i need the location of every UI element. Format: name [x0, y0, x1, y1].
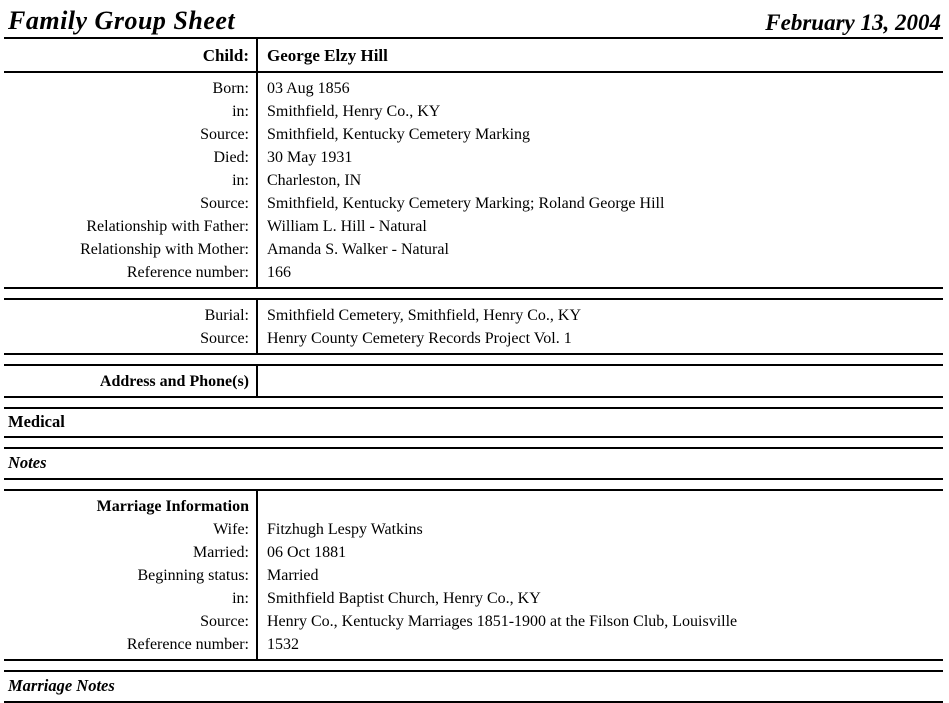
field-value: Married	[256, 564, 943, 587]
field-label: Died:	[213, 149, 249, 166]
child-name: George Elzy Hill	[256, 39, 943, 71]
burial-section	[4, 298, 943, 355]
row-reference-number	[4, 261, 943, 287]
field-label: Wife:	[213, 521, 249, 538]
field-value: Henry County Cemetery Records Project Vol. 1	[256, 327, 943, 353]
row-burial	[4, 300, 943, 327]
field-label: Source:	[200, 613, 249, 630]
field-value: William L. Hill - Natural	[256, 215, 943, 238]
address-label: Address and Phone(s)	[99, 373, 249, 390]
row-died-source	[4, 192, 943, 215]
field-value: Smithfield Cemetery, Smithfield, Henry Co., KY	[256, 300, 943, 327]
field-value: 166	[256, 261, 943, 287]
row-died-place	[4, 169, 943, 192]
row-died	[4, 146, 943, 169]
notes-label: Notes	[8, 453, 47, 472]
address-value	[256, 366, 943, 396]
field-label: Source:	[200, 195, 249, 212]
field-value	[256, 491, 943, 518]
field-label: Reference number:	[126, 264, 249, 281]
row-wife	[4, 518, 943, 541]
page-title: Family Group Sheet	[8, 6, 236, 35]
field-label: Married:	[193, 544, 249, 561]
marriage-notes-section	[4, 670, 943, 703]
field-label: in:	[232, 103, 249, 120]
notes-section	[4, 447, 943, 480]
field-label: in:	[232, 172, 249, 189]
marriage-notes-label: Marriage Notes	[8, 676, 115, 695]
field-label: Source:	[200, 126, 249, 143]
field-label: in:	[232, 590, 249, 607]
field-value: Charleston, IN	[256, 169, 943, 192]
medical-section	[4, 407, 943, 438]
row-beginning-status	[4, 564, 943, 587]
address-section	[4, 364, 943, 398]
field-label: Reference number:	[126, 636, 249, 653]
row-married-place	[4, 587, 943, 610]
row-marriage-reference-number	[4, 633, 943, 659]
row-relationship-father	[4, 215, 943, 238]
row-born	[4, 73, 943, 100]
row-relationship-mother	[4, 238, 943, 261]
field-label: Burial:	[204, 307, 249, 324]
row-marriage-source	[4, 610, 943, 633]
field-label: Relationship with Mother:	[80, 241, 249, 258]
field-value: 06 Oct 1881	[256, 541, 943, 564]
field-value: Fitzhugh Lespy Watkins	[256, 518, 943, 541]
row-born-place	[4, 100, 943, 123]
field-label: Source:	[200, 330, 249, 347]
row-born-source	[4, 123, 943, 146]
child-label: Child:	[202, 46, 249, 65]
report-header	[4, 2, 943, 37]
field-value: Smithfield, Kentucky Cemetery Marking	[256, 123, 943, 146]
field-value: 03 Aug 1856	[256, 73, 943, 100]
marriage-header-row	[4, 491, 943, 518]
row-married-date	[4, 541, 943, 564]
report-date: February 13, 2004	[765, 10, 941, 35]
marriage-section-title: Marriage Information	[96, 498, 249, 515]
child-section	[4, 37, 943, 289]
marriage-section	[4, 489, 943, 661]
field-value: 1532	[256, 633, 943, 659]
field-value: Amanda S. Walker - Natural	[256, 238, 943, 261]
field-value: Smithfield, Kentucky Cemetery Marking; Roland George Hill	[256, 192, 943, 215]
field-label: Born:	[212, 80, 249, 97]
field-value: Smithfield Baptist Church, Henry Co., KY	[256, 587, 943, 610]
field-value: Smithfield, Henry Co., KY	[256, 100, 943, 123]
row-burial-source	[4, 327, 943, 353]
field-value: Henry Co., Kentucky Marriages 1851-1900 at the Filson Club, Louisville	[256, 610, 943, 633]
medical-label: Medical	[8, 412, 65, 431]
field-value: 30 May 1931	[256, 146, 943, 169]
field-label: Relationship with Father:	[86, 218, 249, 235]
row-address	[4, 366, 943, 396]
child-row	[4, 39, 943, 73]
field-label: Beginning status:	[137, 567, 249, 584]
